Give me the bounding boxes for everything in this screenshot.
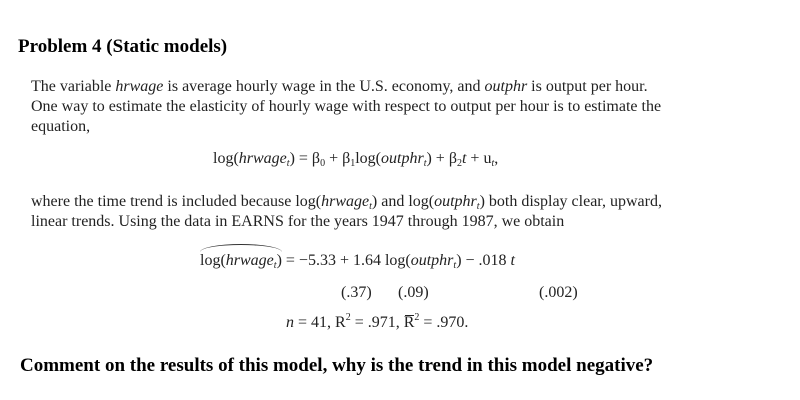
r-bar <box>404 314 415 332</box>
eq-sub: t <box>273 260 277 271</box>
se-log-outphr: (.09) <box>398 284 429 301</box>
eq-log: log( <box>213 150 239 167</box>
se-trend: (.002) <box>539 284 578 301</box>
eq-term: + u <box>466 150 492 167</box>
intro-line-1 <box>31 78 648 96</box>
model-equation: log(hrwage$_t$) = β0 + β1log(outphr$_t$) + $\beta 2t + u_t$, <box>213 150 499 169</box>
eq-log: log( <box>200 252 226 269</box>
eq-end: , <box>494 150 499 167</box>
eq-var: hrwage <box>225 252 274 269</box>
eq-beta: + β <box>325 150 351 167</box>
var-outphr: outphr <box>434 193 477 210</box>
stat-n: n <box>286 314 294 331</box>
expl-text: ) and log( <box>371 193 435 210</box>
stat-text: = 41, R <box>294 314 346 331</box>
eq-beta: = β <box>298 150 321 167</box>
intro-line-2: One way to estimate the elasticity of hourly wage with respect to output per hour is to estimate the <box>31 98 662 115</box>
eq-sub: 0 <box>320 158 326 169</box>
expl-text: where the time trend is included because log( <box>31 193 322 210</box>
eq-coefficients: ) − .018 <box>456 252 511 269</box>
intro-text: is average hourly wage in the U.S. economy, and <box>163 78 485 95</box>
eq-var: t <box>510 252 515 269</box>
eq-log: log( <box>355 150 382 167</box>
eq-sub: 2 <box>456 158 462 169</box>
stat-text: = .971, <box>350 314 404 331</box>
eq-paren: ) <box>276 252 282 269</box>
eq-var: hrwage <box>238 150 287 167</box>
var-outphr: outphr <box>484 78 528 95</box>
eq-sub: 1 <box>350 158 356 169</box>
eq-sub: t <box>491 158 495 169</box>
eq-var: outphr <box>381 150 424 167</box>
estimated-equation <box>200 252 515 271</box>
explanation-line-1: where the time trend is included because log(hrwage$_t$) and log(outphr$_t$) both display clear, upward, <box>31 193 662 212</box>
stat-r: R <box>403 314 415 331</box>
eq-sub: t <box>286 158 290 169</box>
var-hrwage: hrwage <box>115 78 164 95</box>
intro-line-3: equation, <box>31 118 91 135</box>
intro-text: is output per hour. <box>527 78 648 95</box>
var-hrwage: hrwage <box>321 193 370 210</box>
explanation-line-2: linear trends. Using the data in EARNS for the years 1947 through 1987, we obtain <box>31 213 565 230</box>
fitted-value-hat <box>200 252 282 271</box>
eq-sub: t <box>453 260 457 271</box>
stat-sup: 2 <box>414 312 420 323</box>
eq-var: t <box>461 150 467 167</box>
eq-sub: t <box>423 158 427 169</box>
eq-beta: ) + β <box>426 150 457 167</box>
se-constant: (.37) <box>341 284 372 301</box>
stat-sup: 2 <box>345 312 351 323</box>
stat-text: = .970. <box>419 314 469 331</box>
fit-statistics <box>286 312 468 332</box>
expl-text: ) both display clear, upward, <box>479 193 662 210</box>
problem-title: Problem 4 (Static models) <box>18 36 228 57</box>
intro-text: The variable <box>31 78 116 95</box>
eq-var: outphr <box>410 252 454 269</box>
eq-coefficients: = −5.33 + 1.64 log( <box>285 252 411 269</box>
question-text: Comment on the results of this model, why is the trend in this model negative? <box>20 355 654 376</box>
